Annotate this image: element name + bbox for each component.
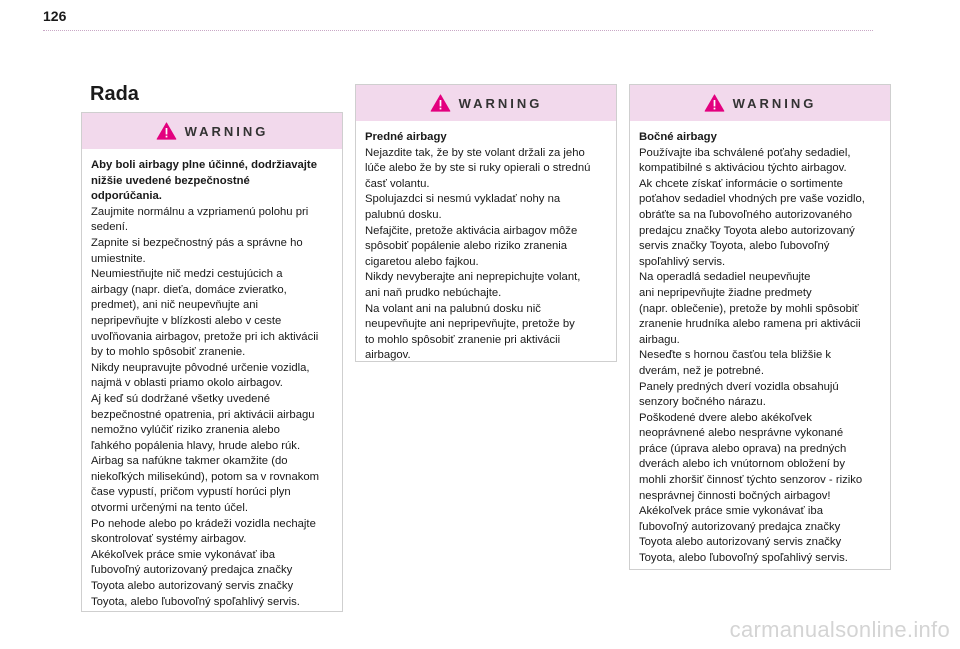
- warning-line: Na volant ani na palubnú dosku nič: [365, 302, 541, 315]
- warning-lead-line: Predné airbagy: [365, 131, 447, 143]
- warning-line: cigaretou alebo fajkou.: [365, 255, 479, 268]
- header-divider: [43, 30, 873, 31]
- warning-label: WARNING: [732, 95, 817, 111]
- warning-line: palubnú dosku.: [365, 208, 442, 221]
- warning-line: spôsobiť popálenie alebo riziko zranenia: [365, 240, 568, 253]
- warning-line: Nefajčite, pretože aktivácia airbagov môže: [365, 224, 578, 237]
- warning-line: Akékoľvek práce smie vykonávať iba: [639, 505, 823, 518]
- warning-box-airbags-general: [81, 112, 343, 612]
- warning-line: najmä v oblasti priamo okolo airbagov.: [91, 377, 283, 390]
- warning-header: [630, 85, 890, 121]
- warning-line: Airbag sa nafúkne takmer okamžite (do: [91, 455, 288, 468]
- warning-label: WARNING: [184, 123, 269, 139]
- warning-line: ani naň prudko nebúchajte.: [365, 286, 502, 299]
- warning-line: sedení.: [91, 221, 129, 234]
- warning-line: práce (úprava alebo oprava) na predných: [639, 442, 847, 455]
- warning-line: Neumiestňujte nič medzi cestujúcich a: [91, 268, 283, 281]
- warning-line: Zaujmite normálnu a vzpriamenú polohu pri: [91, 205, 309, 218]
- warning-lead-line: Aby boli airbagy plne účinné, dodržiavajte: [91, 159, 317, 171]
- warning-line: ľahkého popálenia hlavy, hrude alebo rúk.: [91, 439, 301, 452]
- warning-line: airbagov.: [365, 349, 411, 362]
- warning-line: Používajte iba schválené poťahy sedadiel,: [639, 146, 851, 159]
- warning-line: airbagy (napr. dieťa, domáce zvieratko,: [91, 283, 287, 296]
- warning-line: Po nehode alebo po krádeži vozidla nechajte: [91, 517, 316, 530]
- warning-line: (napr. oblečenie), pretože by mohli spôsobiť: [639, 302, 859, 315]
- warning-text: [356, 121, 616, 372]
- warning-line: ľubovoľný autorizovaný predajca značky: [91, 564, 293, 577]
- warning-line: obráťte sa na ľubovoľného autorizovaného: [639, 208, 853, 221]
- warning-line: Aj keď sú dodržané všetky uvedené: [91, 392, 271, 405]
- warning-line: nepripevňujte v blízkosti alebo v ceste: [91, 314, 282, 327]
- page-number: 126: [43, 8, 67, 24]
- warning-triangle-icon: [430, 94, 451, 112]
- warning-line: Toyota alebo autorizovaný servis značky: [91, 580, 294, 593]
- warning-line: Na operadlá sedadiel neupevňujte: [639, 271, 811, 284]
- warning-header: [356, 85, 616, 121]
- warning-line: Panely predných dverí vozidla obsahujú: [639, 380, 839, 393]
- warning-lead-line: Bočné airbagy: [639, 131, 717, 143]
- warning-line: ani nepripevňujte žiadne predmety: [639, 286, 812, 299]
- warning-line: nesprávnej činnosti bočných airbagov!: [639, 489, 831, 502]
- warning-line: neupevňujte ani nepripevňujte, pretože by: [365, 318, 575, 331]
- watermark: carmanualsonline.info: [729, 617, 950, 642]
- warning-line: Ak chcete získať informácie o sortimente: [639, 177, 843, 190]
- warning-line: predajcu značky Toyota alebo autorizovaný: [639, 224, 855, 237]
- warning-line: Toyota, alebo ľubovoľný spoľahlivý servis.: [91, 595, 300, 608]
- warning-line: predmet), ani nič neupevňujte ani: [91, 299, 259, 312]
- warning-line: to mohlo spôsobiť zranenie pri aktivácii: [365, 333, 561, 346]
- warning-text: [630, 121, 890, 575]
- warning-line: niekoľkých milisekúnd), potom sa v rovnakom: [91, 470, 320, 483]
- warning-triangle-icon: [704, 94, 725, 112]
- warning-line: lúče alebo že by ste si ruky opierali o strednú: [365, 162, 591, 175]
- warning-line: dverách alebo ich vnútornom obložení by: [639, 458, 845, 471]
- warning-line: Spolujazdci si nesmú vykladať nohy na: [365, 193, 561, 206]
- warning-lead-line: nižšie uvedené bezpečnostné: [91, 174, 250, 187]
- warning-label: WARNING: [458, 95, 543, 111]
- warning-line: senzory bočného nárazu.: [639, 396, 766, 409]
- warning-line: airbagu.: [639, 333, 680, 346]
- warning-line: spoľahlivý servis.: [639, 255, 726, 268]
- warning-line: Zapnite si bezpečnostný pás a správne ho: [91, 236, 303, 249]
- warning-line: Nikdy neupravujte pôvodné určenie vozidla,: [91, 361, 310, 374]
- warning-line: Nejazdite tak, že by ste volant držali za jeho: [365, 146, 585, 159]
- warning-box-side-airbags: [629, 84, 891, 570]
- warning-line: Akékoľvek práce smie vykonávať iba: [91, 548, 275, 561]
- warning-line: Nikdy nevyberajte ani neprepichujte volant,: [365, 271, 581, 284]
- warning-triangle-icon: [156, 122, 177, 140]
- warning-line: bezpečnostné opatrenia, pri aktivácii airbagu: [91, 408, 315, 421]
- warning-line: mohli zhoršiť činnosť týchto senzorov - riziko: [639, 474, 863, 487]
- warning-line: servis značky Toyota, alebo ľubovoľný: [639, 240, 830, 253]
- warning-line: Poškodené dvere alebo akékoľvek: [639, 411, 812, 424]
- warning-line: umiestnite.: [91, 252, 146, 265]
- warning-line: čase vypustí, pričom vypustí horúci plyn: [91, 486, 291, 499]
- warning-line: uvoľňovania airbagov, pretože pri ich aktivácii: [91, 330, 319, 343]
- warning-line: Neseďte s hornou časťou tela bližšie k: [639, 349, 832, 362]
- warning-text: [82, 149, 342, 618]
- section-title: Rada: [90, 83, 139, 105]
- warning-box-front-airbags: [355, 84, 617, 362]
- warning-line: ľubovoľný autorizovaný predajca značky: [639, 520, 841, 533]
- warning-line: nemožno vylúčiť riziko zranenia alebo: [91, 424, 280, 437]
- warning-line: poťahov sedadiel vhodných pre vaše vozidlo,: [639, 193, 865, 206]
- warning-line: kompatibilné s aktiváciou týchto airbagov.: [639, 162, 847, 175]
- warning-line: časť volantu.: [365, 177, 430, 190]
- warning-line: by to mohlo spôsobiť zranenie.: [91, 346, 246, 359]
- warning-header: [82, 113, 342, 149]
- warning-line: neoprávnené alebo nesprávne vykonané: [639, 427, 844, 440]
- warning-line: skontrolovať systémy airbagov.: [91, 533, 247, 546]
- warning-line: zranenie hrudníka alebo ramena pri aktivácii: [639, 318, 861, 331]
- warning-line: Toyota alebo autorizovaný servis značky: [639, 536, 842, 549]
- warning-lead-line: odporúčania.: [91, 190, 162, 203]
- warning-line: otvormi určenými na tento účel.: [91, 502, 248, 515]
- warning-line: Toyota, alebo ľubovoľný spoľahlivý servis.: [639, 552, 848, 565]
- warning-line: dverám, než je potrebné.: [639, 364, 764, 377]
